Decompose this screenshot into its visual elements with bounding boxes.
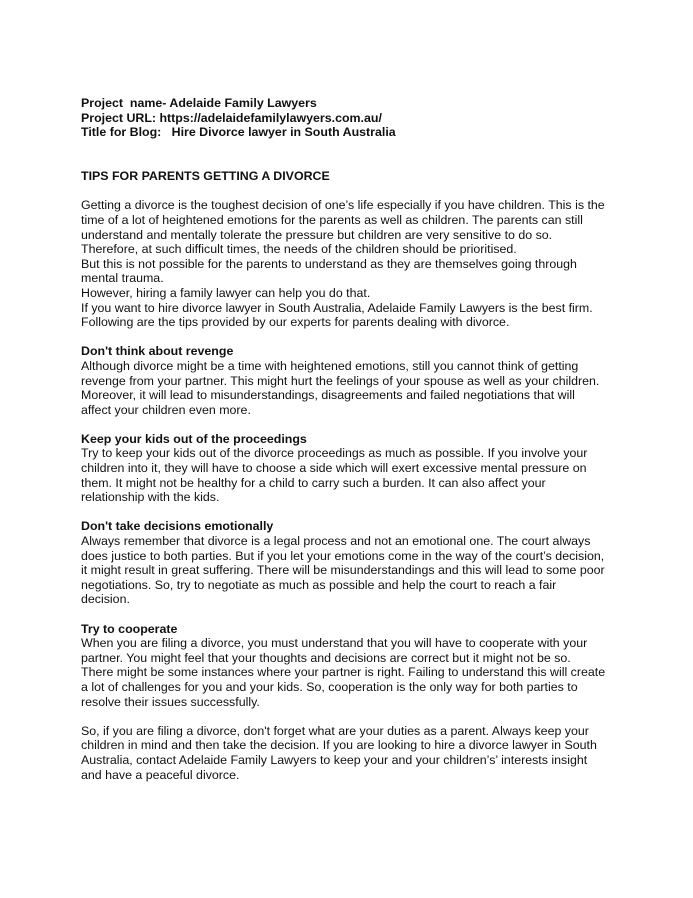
intro-paragraph <box>81 198 641 329</box>
section-title: Don't think about revenge <box>81 344 234 359</box>
section-line: children into it, they will have to choose a side which will exert excessive mental pressure on <box>81 461 587 476</box>
section-title: Keep your kids out of the proceedings <box>81 431 307 446</box>
section-line: them. It might not be healthy for a child to carry such a burden. It can also affect your <box>81 475 546 490</box>
section-revenge <box>81 344 641 417</box>
section-line: There might be some instances where your partner is right. Failing to understand this will create <box>81 665 606 680</box>
section-line: Although divorce might be a time with heightened emotions, still you cannot think of getting <box>81 358 579 373</box>
document-page <box>81 96 641 782</box>
intro-line: Therefore, at such difficult times, the needs of the children should be prioritised. <box>81 242 517 257</box>
intro-line: However, hiring a family lawyer can help you do that. <box>81 285 371 300</box>
blog-title: Title for Blog: Hire Divorce lawyer in South Australia <box>81 125 396 140</box>
section-line: resolve their issues successfully. <box>81 694 260 709</box>
document-heading: TIPS FOR PARENTS GETTING A DIVORCE <box>81 168 330 183</box>
intro-line: Getting a divorce is the toughest decision of one’s life especially if you have children. This is the <box>81 198 605 213</box>
section-title: Try to cooperate <box>81 621 178 636</box>
section-title: Don't take decisions emotionally <box>81 519 274 534</box>
section-line: it might result in great suffering. There will be misunderstandings and this will lead to some poor <box>81 563 605 578</box>
intro-line: If you want to hire divorce lawyer in South Australia, Adelaide Family Lawyers is the best firm. <box>81 300 593 315</box>
intro-line: Following are the tips provided by our experts for parents dealing with divorce. <box>81 315 510 330</box>
project-meta <box>81 96 641 140</box>
section-line: When you are filing a divorce, you must understand that you will have to cooperate with your <box>81 636 588 651</box>
section-decisions <box>81 519 641 607</box>
section-line: decision. <box>81 592 130 607</box>
section-line: revenge from your partner. This might hurt the feelings of your spouse as well as your children. <box>81 373 600 388</box>
project-url: Project URL: https://adelaidefamilylawyers.com.au/ <box>81 110 382 125</box>
section-line: a lot of challenges for you and your kids. So, cooperation is the only way for both parties to <box>81 679 578 694</box>
intro-line: But this is not possible for the parents to understand as they are themselves going through <box>81 256 577 271</box>
section-line: Always remember that divorce is a legal process and not an emotional one. The court always <box>81 534 591 549</box>
section-kids-out <box>81 432 641 505</box>
conclusion-line: children in mind and then take the decision. If you are looking to hire a divorce lawyer in South <box>81 738 597 753</box>
intro-line: time of a lot of heightened emotions for the parents as well as children. The parents can still <box>81 212 583 227</box>
conclusion-line: So, if you are filing a divorce, don't forget what are your duties as a parent. Always keep your <box>81 723 589 738</box>
intro-line: understand and mentally tolerate the pressure but children are very sensitive to do so. <box>81 227 553 242</box>
conclusion-line: and have a peaceful divorce. <box>81 767 240 782</box>
section-line: Try to keep your kids out of the divorce proceedings as much as possible. If you involve your <box>81 446 588 461</box>
section-line: partner. You might feel that your thoughts and decisions are correct but it might not be so. <box>81 650 571 665</box>
section-cooperate <box>81 622 641 710</box>
section-line: affect your children even more. <box>81 402 251 417</box>
section-line: relationship with the kids. <box>81 490 220 505</box>
intro-line: mental trauma. <box>81 271 164 286</box>
conclusion-line: Australia, contact Adelaide Family Lawyers to keep your and your children’s’ interests insight <box>81 752 588 767</box>
section-line: Moreover, it will lead to misunderstandings, disagreements and failed negotiations that will <box>81 388 575 403</box>
section-line: does justice to both parties. But if you let your emotions come in the way of the court’s decision, <box>81 548 605 563</box>
section-line: negotiations. So, try to negotiate as much as possible and help the court to reach a fair <box>81 577 557 592</box>
project-name: Project name- Adelaide Family Lawyers <box>81 96 317 110</box>
conclusion-paragraph <box>81 724 641 782</box>
